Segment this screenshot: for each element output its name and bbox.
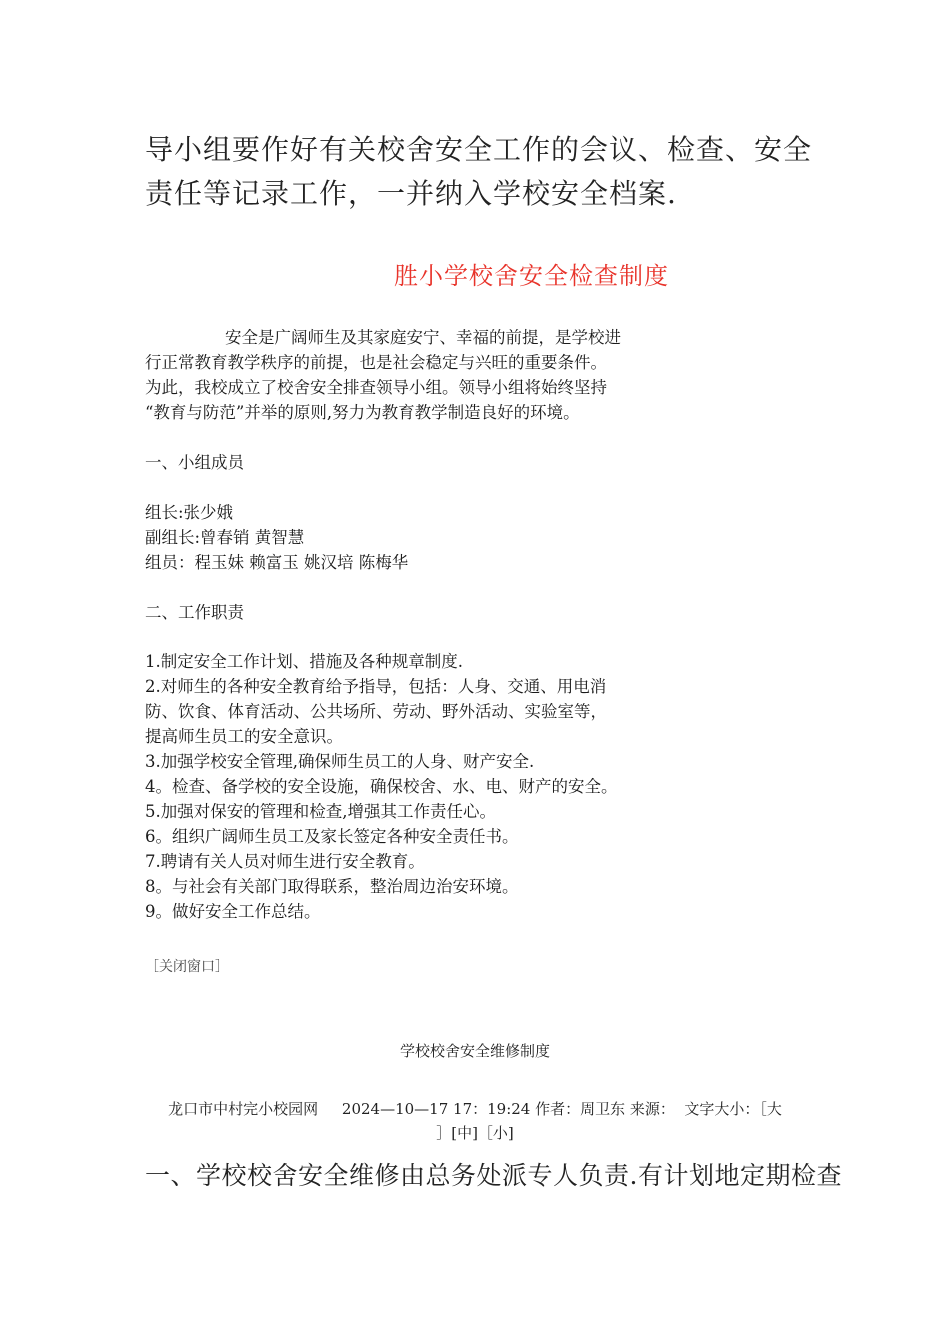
duty-item: 3.加强学校安全管理,确保师生员工的人身、财产安全.: [145, 752, 535, 771]
intro-line: 责任等记录工作，一并纳入学校安全档案.: [145, 177, 677, 210]
leader-line: 组长:张少娥: [145, 503, 234, 522]
section-title: 胜小学校舍安全检查制度: [394, 262, 669, 290]
preface-line: “教育与防范”并举的原则,努力为教育教学制造良好的环境。: [145, 403, 580, 422]
preface-line: 安全是广阔师生及其家庭安宁、幸福的前提，是学校进: [225, 328, 621, 347]
duty-item: 9。做好安全工作总结。: [145, 902, 321, 921]
duty-item: 7.聘请有关人员对师生进行安全教育。: [145, 852, 425, 871]
preface-line: 行正常教育教学秩序的前提，也是社会稳定与兴旺的重要条件。: [145, 353, 607, 372]
duties-list: [145, 649, 705, 924]
duty-item: 8。与社会有关部门取得联系，整治周边治安环境。: [145, 877, 519, 896]
duty-item: 4。检查、备学校的安全设施，确保校舍、水、电、财产的安全。: [145, 777, 618, 796]
members-heading: 一、小组成员: [145, 453, 244, 472]
close-window-link[interactable]: ［关闭窗口］: [145, 959, 229, 975]
staff-line: 组员：程玉妹 赖富玉 姚汉培 陈梅华: [145, 553, 409, 572]
preface-paragraph: [145, 325, 705, 425]
article-first-line: 一、学校校舍安全维修由总务处派专人负责.有计划地定期检查: [145, 1161, 842, 1190]
intro-paragraph: [145, 128, 825, 216]
vice-leader-line: 副组长:曾春销 黄智慧: [145, 528, 305, 547]
duty-item: 6。组织广阔师生员工及家长签定各种安全责任书。: [145, 827, 519, 846]
meta-line: 龙口市中村完小校园网 2024—10—17 17：19:24 作者：周卫东 来源： 文字大小：［大: [168, 1100, 782, 1118]
members-list: [145, 500, 705, 575]
duty-item: 防、饮食、体育活动、公共场所、劳动、野外活动、实验室等，: [145, 702, 607, 721]
intro-line: 导小组要作好有关校舍安全工作的会议、检查、安全: [145, 133, 813, 166]
duty-item: 提高师生员工的安全意识。: [145, 727, 343, 746]
article-meta: [145, 1097, 805, 1145]
duty-item: 5.加强对保安的管理和检查,增强其工作责任心。: [145, 802, 496, 821]
duty-item: 1.制定安全工作计划、措施及各种规章制度.: [145, 652, 463, 671]
second-article-title: 学校校舍安全维修制度: [399, 1042, 550, 1060]
preface-line: 为此，我校成立了校舍安全排查领导小组。领导小组将始终坚持: [145, 378, 607, 397]
font-size-controls[interactable]: ］[中]［小]: [436, 1124, 514, 1142]
duty-item: 2.对师生的各种安全教育给予指导，包括：人身、交通、用电消: [145, 677, 607, 696]
duties-heading: 二、工作职责: [145, 603, 244, 622]
